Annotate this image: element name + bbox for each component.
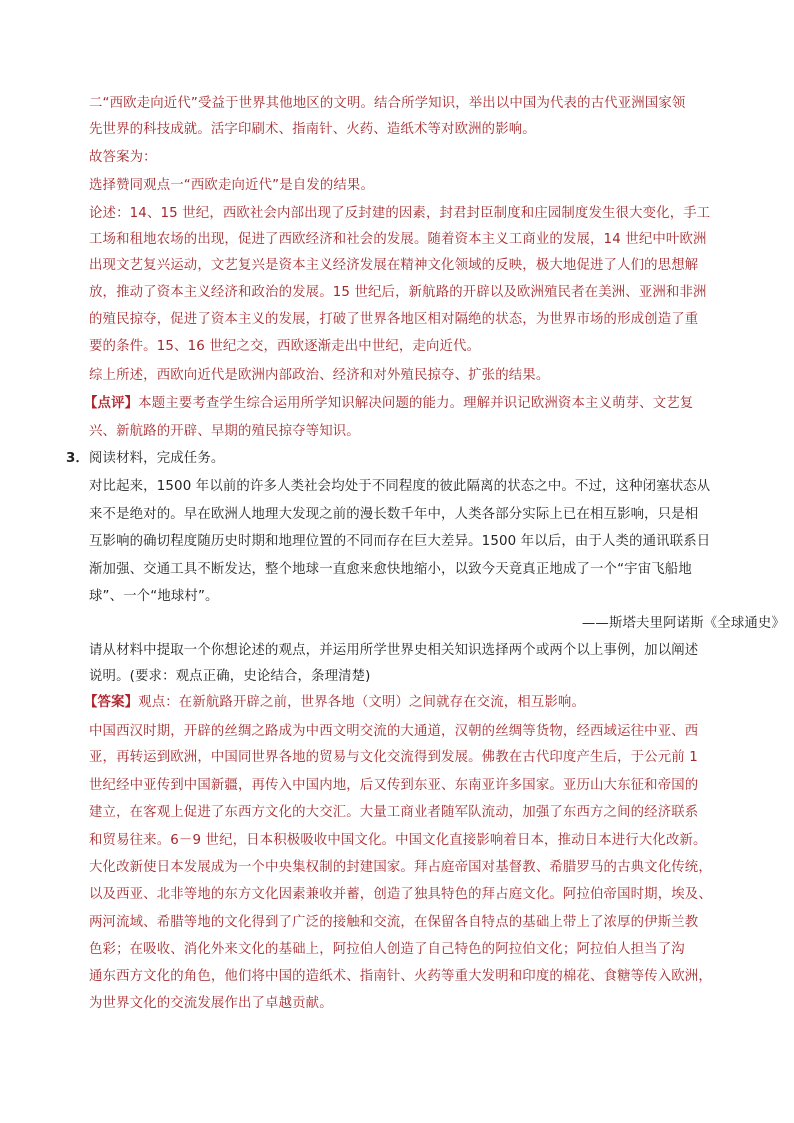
- analysis-line: 故答案为：: [89, 150, 157, 165]
- material-line: 渐加强、交通工具不断发达，整个地球一直愈来愈快地缩小，以致今天竟真正地成了一个“宇宙飞船地: [89, 562, 692, 577]
- answer-line: 通东西方文化的角色，他们将中国的造纸术、指南针、火药等重大发明和印度的棉花、食糖等传入欧洲，: [89, 969, 712, 984]
- answer-line: 世纪经中亚传到中国新疆，再传入中国内地，后又传到东亚、东南亚许多国家。亚历山大东征和帝国的: [89, 778, 699, 793]
- analysis-line: 论述：14、15 世纪，西欧社会内部出现了反封建的因素，封君封臣制度和庄园制度发生很大变化，手工: [89, 206, 711, 221]
- material-source: ——斯塔夫里阿诺斯《全球通史》: [581, 616, 785, 631]
- question-number: 3．: [66, 451, 90, 466]
- task-line: 说明。(要求：观点正确，史论结合，条理清楚): [89, 669, 371, 684]
- answer-line: 大化改新使日本发展成为一个中央集权制的封建国家。拜占庭帝国对基督教、希腊罗马的古典文化传统，: [89, 860, 712, 875]
- analysis-line: 综上所述，西欧向近代是欧洲内部政治、经济和对外殖民掠夺、扩张的结果。: [89, 368, 550, 383]
- answer-line: 中国西汉时期，开辟的丝绸之路成为中西文明交流的大通道，汉朝的丝绸等货物，经西域运往中亚、西: [89, 724, 699, 739]
- material-line: 对比起来，1500 年以前的许多人类社会均处于不同程度的彼此隔离的状态之中。不过，这种闭塞状态从: [89, 479, 711, 494]
- question-header: [66, 446, 706, 472]
- material-line: 球”、一个“地球村”。: [89, 589, 219, 604]
- answer-line: 两河流域、希腊等地的文化得到了广泛的接触和交流，在保留各自特点的基础上带上了浓厚的伊斯兰教: [89, 915, 699, 930]
- answer-line: 以及西亚、北非等地的东方文化因素兼收并蓄，创造了独具特色的拜占庭文化。阿拉伯帝国时期，埃及、: [89, 887, 712, 902]
- question-prompt: 阅读材料，完成任务。: [89, 451, 225, 466]
- analysis-line: 出现文艺复兴运动，文艺复兴是资本主义经济发展在精神文化领域的反映，极大地促进了人们的思想解: [89, 258, 699, 273]
- comment-text: 本题主要考查学生综合运用所学知识解决问题的能力。理解并识记欧洲资本主义萌芽、文艺复: [138, 396, 694, 411]
- analysis-line: 选择赞同观点一“西欧走向近代”是自发的结果。: [89, 178, 374, 193]
- answer-line: 和贸易往来。6－9 世纪，日本积极吸收中国文化。中国文化直接影响着日本，推动日本进行大化改新。: [89, 833, 707, 848]
- answer-line: 建立，在客观上促进了东西方文化的大交汇。大量工商业者随军队流动，加强了东西方之间的经济联系: [89, 805, 699, 820]
- analysis-line: 要的条件。15、16 世纪之交，西欧逐渐走出中世纪，走向近代。: [89, 339, 481, 354]
- task-line: 请从材料中提取一个你想论述的观点，并运用所学世界史相关知识选择两个或两个以上事例，加以阐述: [89, 643, 699, 658]
- analysis-line: 二“西欧走向近代”受益于世界其他地区的文明。结合所学知识，举出以中国为代表的古代亚洲国家领: [89, 96, 686, 111]
- comment-tag: 【点评】: [84, 396, 139, 411]
- analysis-line: 的殖民掠夺，促进了资本主义的发展，打破了世界各地区相对隔绝的状态，为世界市场的形成创造了重: [89, 312, 699, 327]
- answer-line: 亚，再转运到欧洲，中国同世界各地的贸易与文化交流得到发展。佛教在古代印度产生后，于公元前 1: [89, 750, 698, 765]
- comment-line: 兴、新航路的开辟、早期的殖民掠夺等知识。: [89, 424, 360, 439]
- comment-line: [84, 391, 724, 417]
- answer-line: 色彩；在吸收、消化外来文化的基础上，阿拉伯人创造了自己特色的阿拉伯文化；阿拉伯人担当了沟: [89, 942, 685, 957]
- answer-line: 为世界文化的交流发展作出了卓越贡献。: [89, 996, 333, 1011]
- analysis-line: 先世界的科技成就。活字印刷术、指南针、火药、造纸术等对欧洲的影响。: [89, 122, 536, 137]
- analysis-line: 工场和租地农场的出现，促进了西欧经济和社会的发展。随着资本主义工商业的发展，14 世纪中叶欧洲: [89, 232, 707, 247]
- answer-viewpoint: 观点：在新航路开辟之前，世界各地（文明）之间就存在交流，相互影响。: [138, 695, 586, 710]
- material-line: 互影响的确切程度随历史时期和地理位置的不同而存在巨大差异。1500 年以后，由于人类的通讯联系日: [89, 534, 711, 549]
- answer-line: [84, 690, 724, 716]
- analysis-line: 放，推动了资本主义经济和政治的发展。15 世纪后，新航路的开辟以及欧洲殖民者在美洲、亚洲和非洲: [89, 285, 707, 300]
- material-line: 来不是绝对的。早在欧洲人地理大发现之前的漫长数千年中，人类各部分实际上已在相互影响，只是相: [89, 507, 699, 522]
- answer-tag: 【答案】: [84, 695, 139, 710]
